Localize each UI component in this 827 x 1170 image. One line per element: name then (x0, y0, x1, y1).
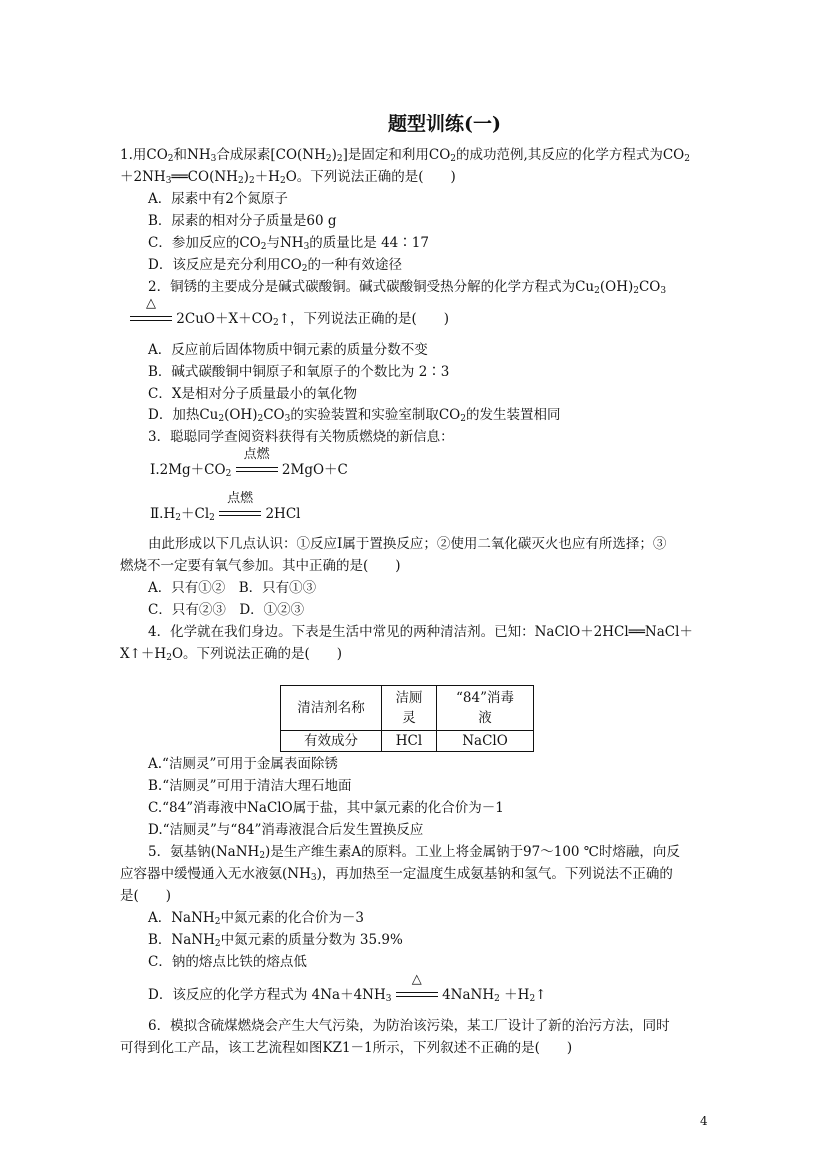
question-2-option-d: D．加热$Cu_2(OH)_2CO_3$的实验装置和实验室制取$CO_2$的发生装置相同 (148, 407, 561, 424)
question-6-line-1: 6．模拟含硫煤燃烧会产生大气污染，为防治该污染，某工厂设计了新的治污方法，同时 (148, 1018, 670, 1034)
table-row (281, 731, 534, 752)
question-1-line-1: 1.用$CO_2$和$NH_3$合成尿素$[CO(NH_2)_2]$是固定和利用$CO_2$的成功范例,其反应的化学方程式为$CO_2$ (120, 147, 690, 164)
question-3-reaction-1: $Ⅰ.2Mg+CO_2$ 点燃 2MgO＋C (150, 446, 348, 479)
question-5-option-c: C．钠的熔点比铁的熔点低 (148, 954, 307, 970)
table-row (281, 686, 534, 731)
question-5-option-d: D．该反应的化学方程式为 $4Na+4NH_3$ △ 4NaNH$_2$ $+H_2↑$ (148, 971, 547, 1004)
question-3-paragraph-line-1: 由此形成以下几点认识：①反应Ⅰ属于置换反应；②使用二氧化碳灭火也应有所选择；③ (148, 536, 667, 552)
question-1-option-d: D．该反应是充分利用$CO_2$的一种有效途径 (148, 257, 402, 274)
question-5-line-1: 5．氨基钠(NaNH$_2$)是生产维生素A的原料。工业上将金属钠于97～100 ℃时熔融，向反 (148, 844, 680, 861)
question-3-reaction-2: $Ⅱ.H_2+Cl_2$ 点燃 2HCl (150, 490, 301, 523)
question-4-option-a: A.“洁厕灵”可用于金属表面除锈 (148, 756, 338, 772)
table-cell: HCl (382, 731, 437, 752)
table-cell: 有效成分 (281, 731, 382, 752)
question-1-option-a: A．尿素中有2个氮原子 (148, 191, 288, 207)
question-4-line-2: $X↑+H_2O$。下列说法正确的是( ) (120, 646, 343, 663)
table-cell: 清洁剂名称 (281, 686, 382, 731)
reaction-arrow: 点燃 (219, 506, 261, 524)
question-3-paragraph-line-2: 燃烧不一定要有氧气参加。其中正确的是( ) (120, 558, 401, 574)
question-5-line-3: 是( ) (120, 888, 172, 904)
reaction-arrow: 点燃 (236, 462, 278, 480)
page-number: 4 (700, 1114, 708, 1128)
question-2-option-b: B．碱式碳酸铜中铜原子和氧原子的个数比为 2∶3 (148, 364, 450, 380)
question-2-option-a: A．反应前后固体物质中铜元素的质量分数不变 (148, 342, 428, 358)
page-title: 题型训练(一) (388, 113, 501, 135)
question-1-option-b: B．尿素的相对分子质量是60 g (148, 213, 337, 229)
question-2-option-c: C．X是相对分子质量最小的氧化物 (148, 386, 357, 402)
question-1-option-c: C．参加反应的$CO_2$与$NH_3$的质量比是 44∶17 (148, 235, 429, 252)
question-3-intro: 3．聪聪同学查阅资料获得有关物质燃烧的新信息： (148, 429, 454, 445)
question-5-option-b: B．NaNH$_2$中氮元素的质量分数为 35.9% (148, 932, 403, 949)
question-3-options-ab: A．只有①② B．只有①③ (148, 580, 317, 596)
question-5-option-a: A．NaNH$_2$中氮元素的化合价为－3 (148, 910, 365, 927)
cleaner-table (280, 685, 534, 752)
reaction-arrow: △ (130, 311, 172, 329)
question-4-option-b: B.“洁厕灵”可用于清洁大理石地面 (148, 778, 352, 794)
question-4-line-1: 4．化学就在我们身边。下表是生活中常见的两种清洁剂。已知：NaClO＋2HCl══NaCl＋ (148, 624, 693, 640)
table-cell: NaClO (437, 731, 534, 752)
question-6-line-2: 可得到化工产品，该工艺流程如图KZ1－1所示，下列叙述不正确的是( ) (120, 1040, 573, 1056)
question-2-line-2: △ $2CuO+X+CO_2↑$，下列说法正确的是( ) (130, 310, 449, 329)
table-cell: 洁厕灵 (382, 686, 437, 731)
question-2-line-1: 2．铜锈的主要成分是碱式碳酸铜。碱式碳酸铜受热分解的化学方程式为$Cu_2(OH)_2CO_3$ (148, 279, 667, 296)
question-1-line-2: $+2NH_3══CO(NH_2)_2+H_2O$。下列说法正确的是( ) (120, 169, 456, 186)
reaction-arrow: △ (396, 987, 438, 1005)
question-5-line-2: 应容器中缓慢通入无水液氨$(NH_3)$，再加热至一定温度生成氨基钠和氢气。下列说法不正确的 (120, 866, 673, 883)
table-cell: “84”消毒 液 (437, 686, 534, 731)
question-4-option-d: D.“洁厕灵”与“84”消毒液混合后发生置换反应 (148, 822, 424, 838)
question-4-option-c: C.“84”消毒液中NaClO属于盐，其中氯元素的化合价为－1 (148, 800, 504, 816)
question-3-options-cd: C．只有②③ D．①②③ (148, 602, 305, 618)
